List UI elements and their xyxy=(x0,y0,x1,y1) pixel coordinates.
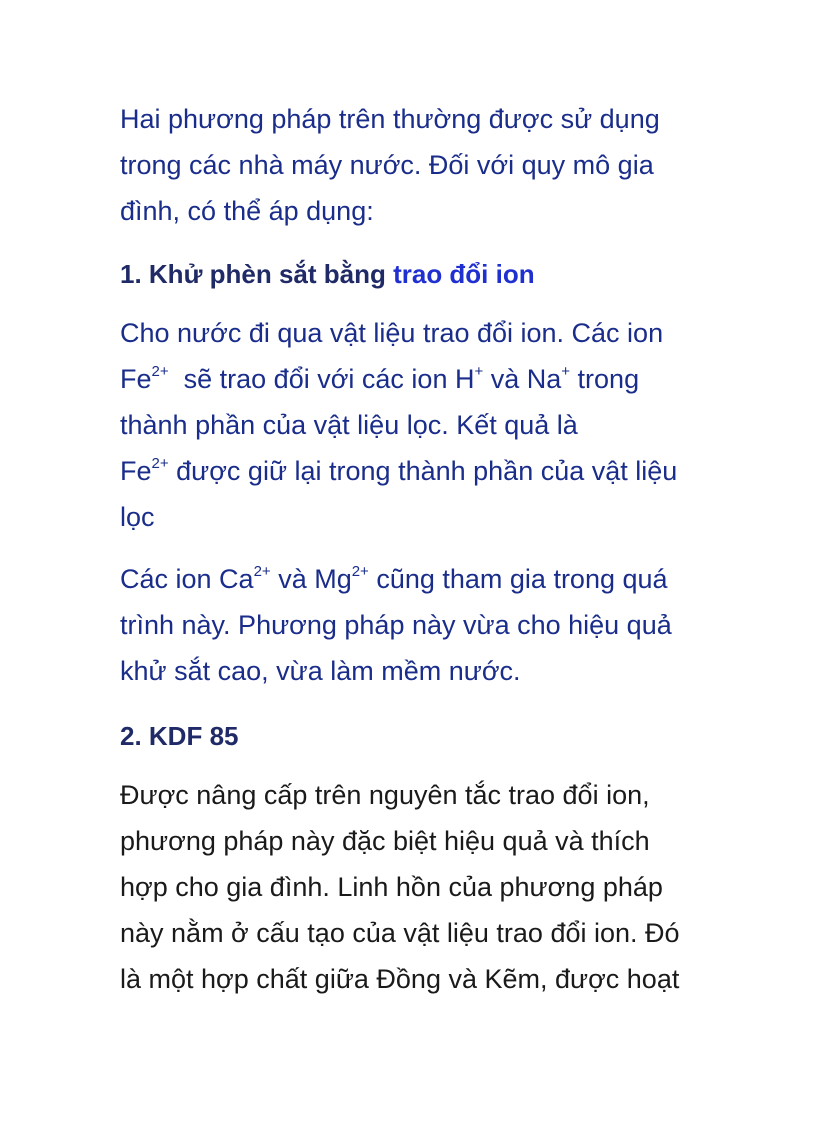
heading-1-prefix: 1. Khử phèn sắt bằng xyxy=(120,259,394,289)
camg-line-1-start: Các ion Ca xyxy=(120,564,254,594)
camg-line-2: trình này. Phương pháp này vừa cho hiệu quả xyxy=(120,610,672,640)
document-page xyxy=(120,96,740,1002)
kdf-line-3: hợp cho gia đình. Linh hồn của phương pháp xyxy=(120,872,663,902)
section-heading-2: 2. KDF 85 xyxy=(120,721,239,751)
intro-line-1: Hai phương pháp trên thường được sử dụng xyxy=(120,104,660,134)
ion-line-1: Cho nước đi qua vật liệu trao đổi ion. Các ion xyxy=(120,318,664,348)
intro-paragraph xyxy=(120,96,740,234)
kdf-paragraph xyxy=(120,772,740,1002)
na-charge: + xyxy=(561,363,571,380)
intro-line-2: trong các nhà máy nước. Đối với quy mô gia xyxy=(120,150,654,180)
kdf-line-5: là một hợp chất giữa Đồng và Kẽm, được hoạt xyxy=(120,964,680,994)
ion-exchange-paragraph xyxy=(120,310,740,540)
ca-charge: 2+ xyxy=(253,563,271,580)
camg-line-1-mid: và Mg xyxy=(270,564,352,594)
ion-line-4 xyxy=(120,448,740,494)
fe-symbol: Fe xyxy=(120,364,152,394)
mg-charge: 2+ xyxy=(351,563,369,580)
kdf-line-1: Được nâng cấp trên nguyên tắc trao đổi ion, xyxy=(120,780,650,810)
camg-line-3: khử sắt cao, vừa làm mềm nước. xyxy=(120,656,521,686)
kdf-line-4: này nằm ở cấu tạo của vật liệu trao đổi ion. Đó xyxy=(120,918,680,948)
ion-line-3: thành phần của vật liệu lọc. Kết quả là xyxy=(120,410,578,440)
section-heading-1 xyxy=(120,254,740,294)
camg-line-1-end: cũng tham gia trong quá xyxy=(368,564,668,594)
fe-charge-2: 2+ xyxy=(151,455,169,472)
heading-1-highlight: trao đổi ion xyxy=(393,259,535,289)
ion-line-2-text-2: và Na xyxy=(483,364,562,394)
calcium-magnesium-paragraph xyxy=(120,556,740,694)
ion-line-4-end: được giữ lại trong thành phần của vật liệu xyxy=(168,456,678,486)
ion-line-2 xyxy=(120,356,740,402)
ion-line-5: lọc xyxy=(120,502,155,532)
fe-symbol-2: Fe xyxy=(120,456,152,486)
h-charge: + xyxy=(474,363,484,380)
fe-charge: 2+ xyxy=(151,363,169,380)
intro-line-3: đình, có thể áp dụng: xyxy=(120,196,374,226)
ion-line-2-end: trong xyxy=(570,364,640,394)
kdf-line-2: phương pháp này đặc biệt hiệu quả và thích xyxy=(120,826,650,856)
ion-line-2-text: sẽ trao đổi với các ion H xyxy=(168,364,475,394)
camg-line-1 xyxy=(120,556,740,602)
